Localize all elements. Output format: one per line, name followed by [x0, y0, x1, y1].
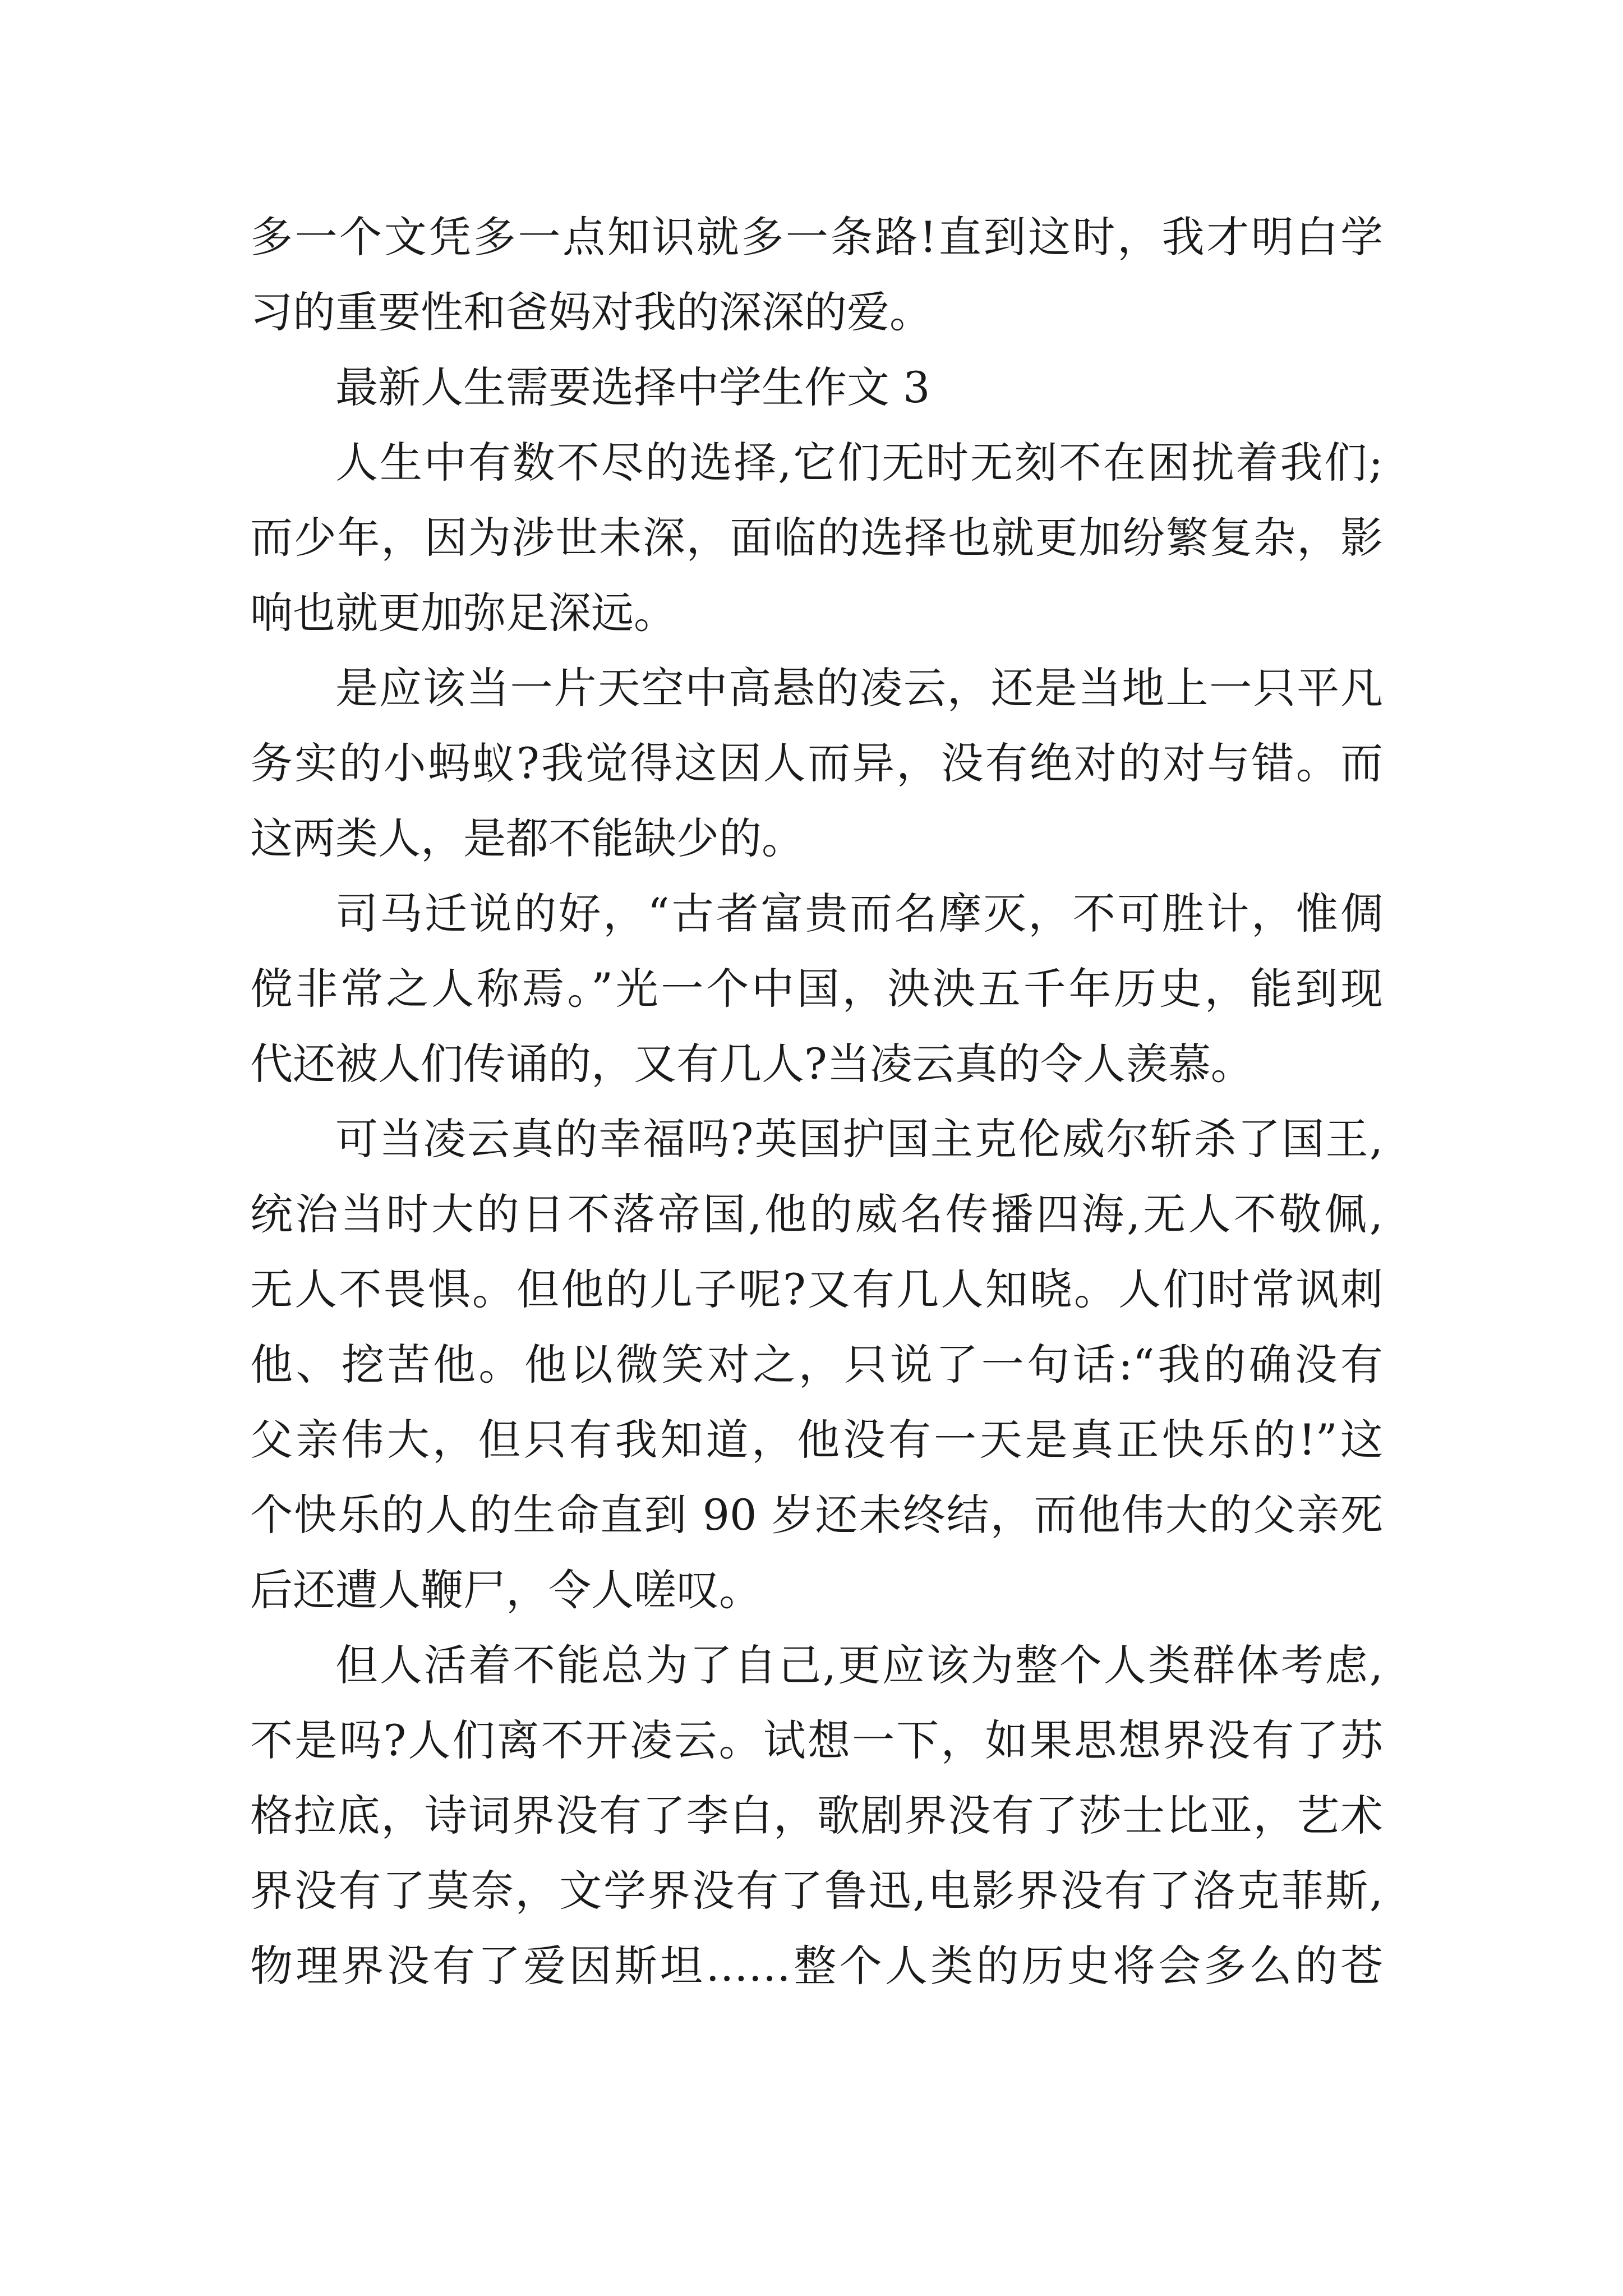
text-line: 多一个文凭多一点知识就多一条路!直到这时，我才明白学 [250, 212, 1383, 262]
text-line: 后还遭人鞭尸，令人嗟叹。 [250, 1565, 762, 1615]
text-line: 响也就更加弥足深远。 [250, 588, 676, 638]
text-line: 而少年，因为涉世未深，面临的选择也就更加纷繁复杂，影 [250, 513, 1383, 563]
text-line: 不是吗?人们离不开凌云。试想一下，如果思想界没有了苏 [250, 1715, 1383, 1765]
document-body [250, 200, 1383, 2004]
text-line: 这两类人，是都不能缺少的。 [250, 813, 804, 863]
text-line: 界没有了莫奈，文学界没有了鲁迅,电影界没有了洛克菲斯, [250, 1866, 1383, 1916]
text-line: 格拉底，诗词界没有了李白，歌剧界没有了莎士比亚，艺术 [250, 1791, 1383, 1841]
text-line: 代还被人们传诵的，又有几人?当凌云真的令人羡慕。 [250, 1039, 1253, 1089]
text-line: 但人活着不能总为了自己,更应该为整个人类群体考虑, [335, 1640, 1383, 1690]
text-line: 傥非常之人称焉。”光一个中国，泱泱五千年历史，能到现 [250, 964, 1383, 1014]
text-line: 物理界没有了爱因斯坦……整个人类的历史将会多么的苍 [250, 1941, 1383, 1991]
text-line: 统治当时大的日不落帝国,他的威名传播四海,无人不敬佩, [250, 1189, 1383, 1239]
text-line: 最新人生需要选择中学生作文 3 [335, 362, 930, 412]
text-line: 父亲伟大，但只有我知道，他没有一天是真正快乐的!”这 [250, 1415, 1383, 1465]
text-line: 他、挖苦他。他以微笑对之，只说了一句话:“我的确没有 [250, 1340, 1383, 1389]
text-line: 司马迁说的好，“古者富贵而名摩灭，不可胜计，惟倜 [335, 889, 1383, 938]
text-line: 无人不畏惧。但他的儿子呢?又有几人知晓。人们时常讽刺 [250, 1264, 1383, 1314]
text-line: 务实的小蚂蚁?我觉得这因人而异，没有绝对的对与错。而 [250, 738, 1383, 788]
text-line: 人生中有数不尽的选择,它们无时无刻不在困扰着我们; [335, 438, 1383, 487]
text-line: 个快乐的人的生命直到 90 岁还未终结，而他伟大的父亲死 [250, 1490, 1383, 1540]
text-line: 习的重要性和爸妈对我的深深的爱。 [250, 287, 932, 337]
text-line: 是应该当一片天空中高悬的凌云，还是当地上一只平凡 [335, 663, 1383, 713]
text-line: 可当凌云真的幸福吗?英国护国主克伦威尔斩杀了国王, [335, 1114, 1383, 1164]
